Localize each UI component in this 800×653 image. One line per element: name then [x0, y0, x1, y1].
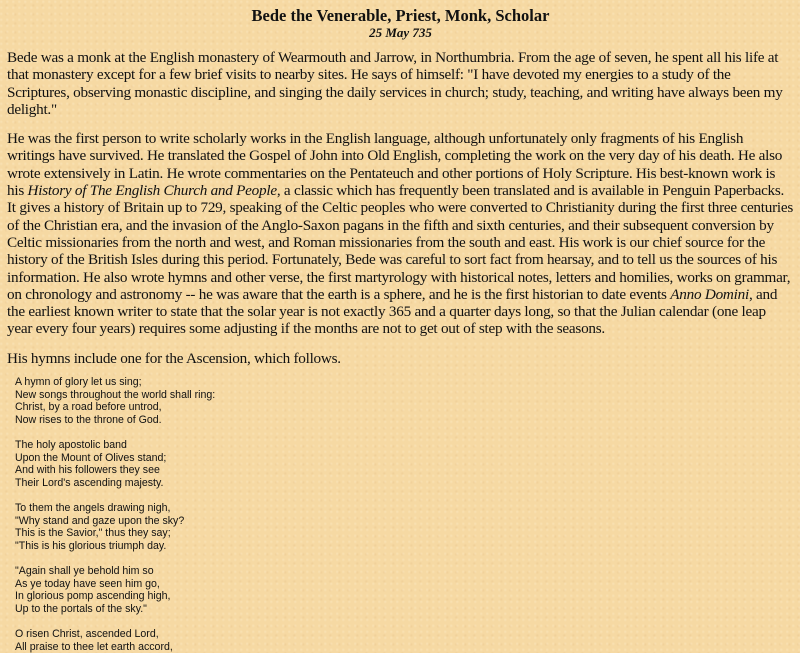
- hymn-stanza: [15, 502, 794, 552]
- works-text-3: , and the earliest known writer to state that the solar year is not exactly 365 and a quarter days long, so that the Julian calendar (one leap year every four years) requires some adjusting if the months are not to get out of step with the seasons.: [7, 285, 778, 338]
- hymn-line: "This is his glorious triumph day.: [15, 539, 167, 552]
- intro-paragraph: Bede was a monk at the English monastery of Wearmouth and Jarrow, in Northumbria. From the age of seven, he spent all his life at that monastery except for a few brief visits to nearby sites. He says of himself: "I have devoted my energies to a study of the Scriptures, observing monastic discipline, and singing the daily services in church; study, teaching, and writing have always been my delight.": [7, 49, 783, 118]
- hymn-line: All praise to thee let earth accord,: [15, 640, 173, 653]
- hymn-line: "Again shall ye behold him so: [15, 564, 154, 577]
- works-text-1: He was the first person to write scholarly works in the English language, although unfortunately only fragments of his English writings have survived. He translated the Gospel of John into Old English, completing the work on the very day of his death. He also wrote extensively in Latin. He wrote commentaries on the Pentateuch and other portions of Holy Scripture. His best-known work is his: [7, 130, 783, 200]
- page-title: Bede the Venerable, Priest, Monk, Scholar: [251, 6, 550, 25]
- hymn-line: In glorious pomp ascending high,: [15, 590, 171, 603]
- hymn-line: Upon the Mount of Olives stand;: [15, 451, 167, 464]
- anno-domini-term: Anno Domini: [670, 285, 749, 303]
- hymns-intro-paragraph: His hymns include one for the Ascension, which follows.: [7, 349, 341, 367]
- hymn-line: Up to the portals of the sky.": [15, 602, 147, 615]
- hymn: [15, 376, 794, 653]
- works-paragraph: [7, 130, 794, 338]
- hymn-stanza: [15, 628, 794, 653]
- hymn-line: This is the Savior," thus they say;: [15, 527, 171, 540]
- book-title: History of The English Church and People: [27, 182, 277, 200]
- hymn-stanza: [15, 439, 794, 489]
- page: [0, 6, 800, 653]
- hymn-line: New songs throughout the world shall ring:: [15, 388, 216, 401]
- hymn-line: "Why stand and gaze upon the sky?: [15, 514, 185, 527]
- hymn-stanza: [15, 565, 794, 615]
- hymn-line: Now rises to the throne of God.: [15, 413, 162, 426]
- hymn-stanza: [15, 376, 794, 426]
- works-text-2: , a classic which has frequently been translated and is available in Penguin Paperbacks. It gives a history of Britain up to 729, speaking of the Celtic peoples who were converted to Christianity during the first three centuries of the Christian era, and the invasion of the Anglo-Saxon pagans in the fifth and sixth centuries, and their subsequent conversion by Celtic missionaries from the north and west, and Roman missionaries from the south and east. His work is our chief source for the history of the British Isles during this period. Fortunately, Bede was careful to sort fact from hearsay, and to tell us the sources of his information. He also wrote hymns and other verse, the first martyrology with historical notes, letters and homilies, works on grammar, on chronology and astronomy -- he was aware that the earth is a sphere, and he is the first historian to date events: [7, 182, 794, 303]
- hymn-line: Their Lord's ascending majesty.: [15, 476, 164, 489]
- hymn-line: A hymn of glory let us sing;: [15, 376, 142, 389]
- hymn-line: Christ, by a road before untrod,: [15, 401, 162, 414]
- hymn-line: And with his followers they see: [15, 464, 160, 477]
- hymn-line: The holy apostolic band: [15, 439, 127, 452]
- hymn-line: To them the angels drawing nigh,: [15, 501, 171, 514]
- hymn-line: O risen Christ, ascended Lord,: [15, 627, 159, 640]
- hymn-line: As ye today have seen him go,: [15, 577, 160, 590]
- feast-date: 25 May 735: [369, 25, 432, 40]
